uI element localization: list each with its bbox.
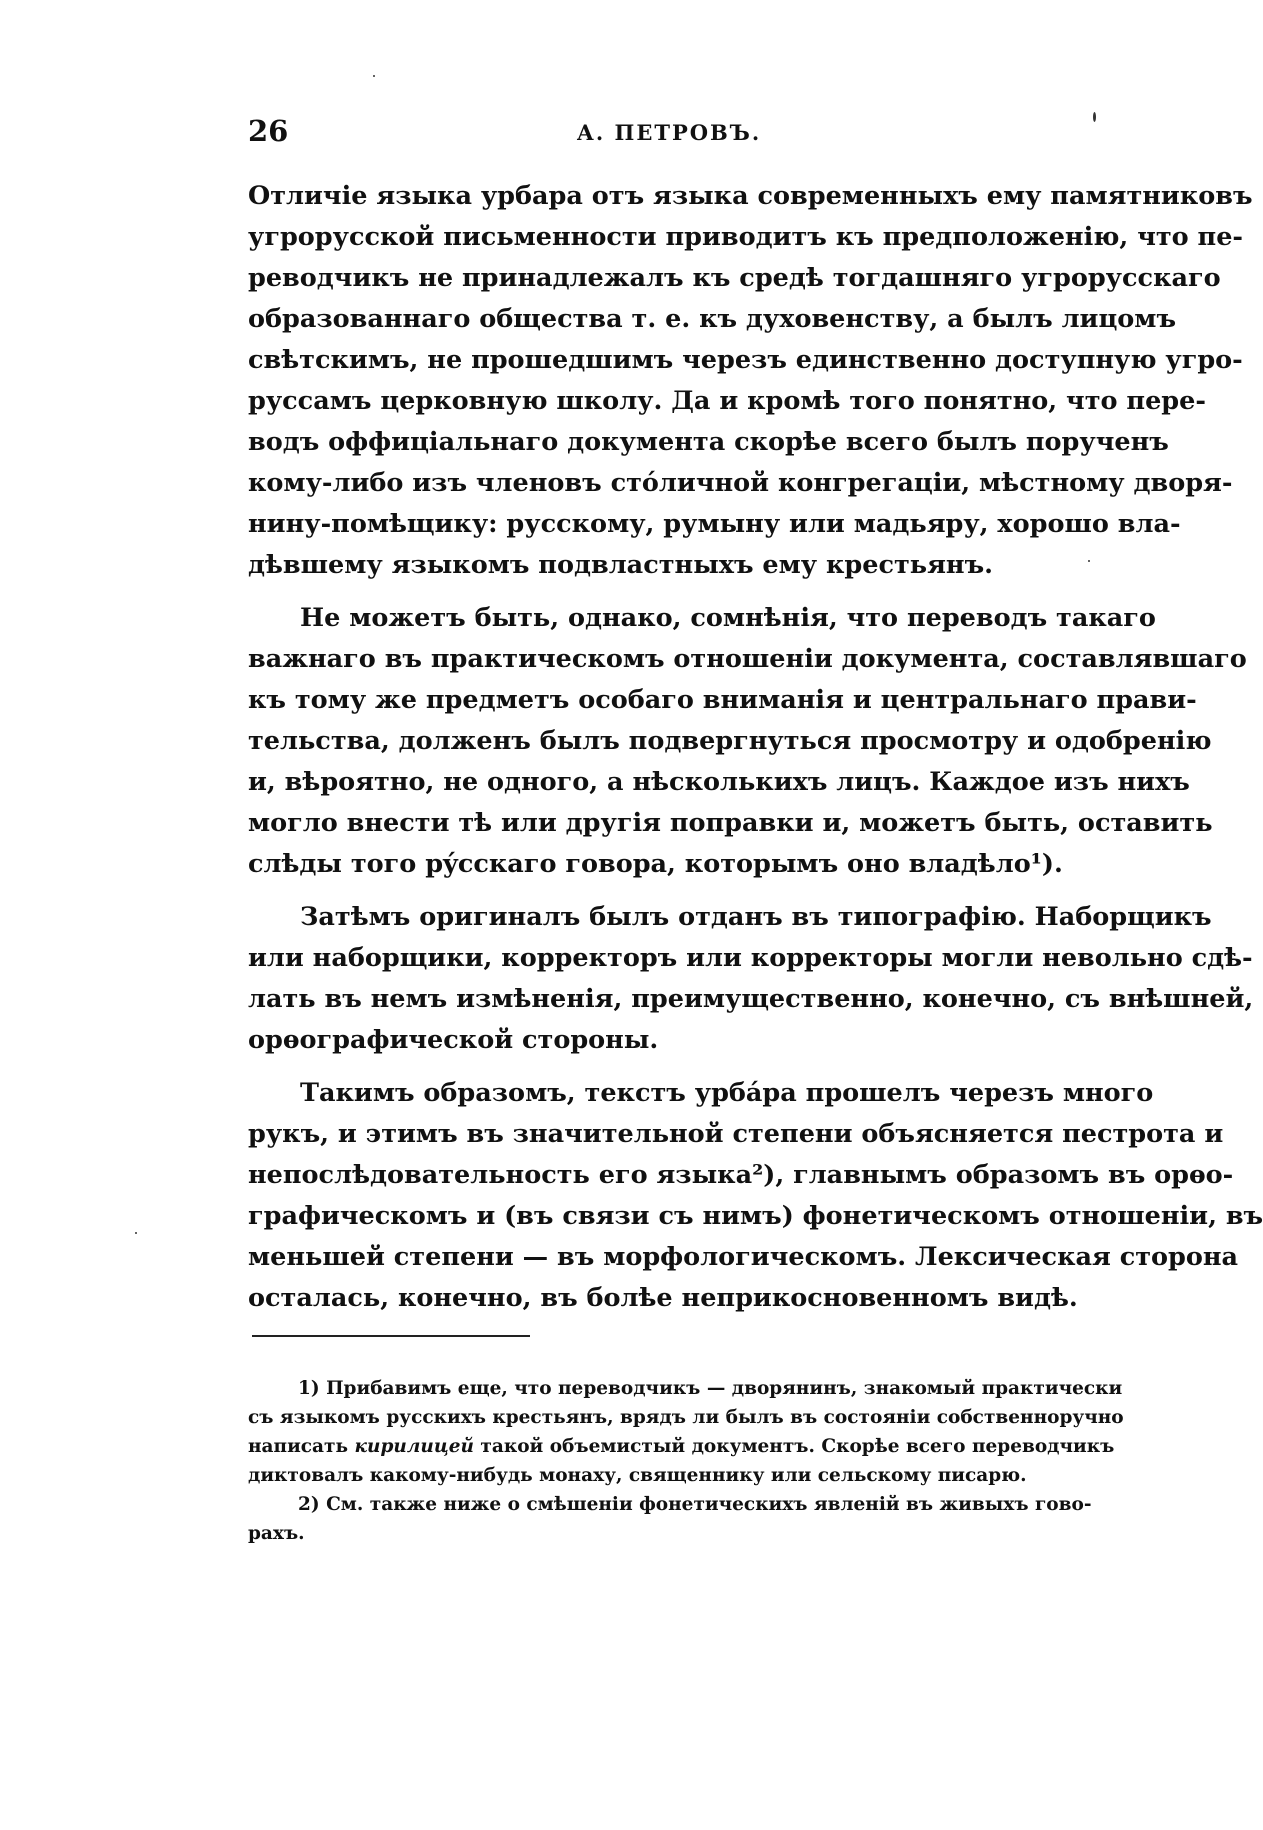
paragraph-3-line: Затѣмъ оригиналъ былъ отданъ въ типографію. Наборщикъ [300,902,1212,932]
paragraph-2-line: тельства, долженъ былъ подвергнуться просмотру и одобренію [248,726,1212,756]
paragraph-3-line: орѳографической стороны. [248,1025,659,1055]
paragraph-1-line: Отличіе языка урбара отъ языка современныхъ ему памятниковъ [248,181,1253,211]
paragraph-4-line: меньшей степени — въ морфологическомъ. Лексическая сторона [248,1242,1239,1272]
footnote-text: написать [248,1436,355,1457]
paragraph-1-line: угрорусской письменности приводитъ къ предположенію, что пе- [248,222,1244,252]
page-number: 26 [248,114,289,148]
paragraph-4-line: осталась, конечно, въ болѣе неприкосновенномъ видѣ. [248,1283,1078,1313]
paragraph-2-line: Не можетъ быть, однако, сомнѣнія, что переводъ такаго [300,603,1156,633]
paragraph-1-line: реводчикъ не принадлежалъ къ средѣ тогдашняго угрорусскаго [248,263,1221,293]
paragraph-1-line: свѣтскимъ, не прошедшимъ черезъ единственно доступную угро- [248,345,1243,375]
scan-speck [1093,112,1096,122]
paragraph-3-line: или наборщики, корректоръ или корректоры могли невольно сдѣ- [248,943,1253,973]
scan-speck [1088,560,1090,562]
body-text [248,176,1263,1319]
page-header [248,114,1090,154]
paragraph-2-line: и, вѣроятно, не одного, а нѣсколькихъ лицъ. Каждое изъ нихъ [248,767,1190,797]
footnote-1-line: диктовалъ какому-нибудь монаху, священнику или сельскому писарю. [248,1465,1027,1486]
paragraph-4-line: непослѣдовательность его языка²), главнымъ образомъ въ орѳо- [248,1160,1234,1190]
paragraph-1-line: руссамъ церковную школу. Да и кромѣ того понятно, что пере- [248,386,1206,416]
footnote-divider [252,1335,530,1337]
paragraph-1-line: нину-помѣщику: русскому, румыну или мадьяру, хорошо вла- [248,509,1181,539]
paragraph-gap [248,885,1090,897]
scan-speck [373,75,375,77]
footnote-text: такой объемистый документъ. Скорѣе всего переводчикъ [473,1436,1115,1457]
paragraph-gap [248,586,1090,598]
footnotes [248,1374,1124,1548]
paragraph-2-line: слѣды того рýсскаго говора, которымъ оно владѣло¹). [248,849,1063,879]
paragraph-1-line: образованнаго общества т. е. къ духовенству, а былъ лицомъ [248,304,1177,334]
paragraph-2-line: могло внести тѣ или другія поправки и, можетъ быть, оставить [248,808,1213,838]
footnote-1-line: съ языкомъ русскихъ крестьянъ, врядъ ли былъ въ состояніи собственноручно [248,1407,1124,1428]
paragraph-2-line: важнаго въ практическомъ отношеніи документа, составлявшаго [248,644,1247,674]
footnote-1-line [248,1432,1115,1461]
footnote-2-line: 2) См. также ниже о смѣшеніи фонетическихъ явленій въ живыхъ гово- [298,1494,1092,1515]
paragraph-1-line: дѣвшему языкомъ подвластныхъ ему крестьянъ. [248,550,994,580]
running-head: А. ПЕТРОВЪ. [576,120,762,145]
paragraph-4-line: рукъ, и этимъ въ значительной степени объясняется пестрота и [248,1119,1224,1149]
paragraph-1-line: кому-либо изъ членовъ стóличной конгрегаціи, мѣстному дворя- [248,468,1233,498]
paragraph-gap [248,1061,1090,1073]
paragraph-3-line: лать въ немъ измѣненія, преимущественно, конечно, съ внѣшней, [248,984,1254,1014]
paragraph-1-line: водъ оффиціальнаго документа скорѣе всего былъ порученъ [248,427,1169,457]
paragraph-4-line: графическомъ и (въ связи съ нимъ) фонетическомъ отношеніи, въ [248,1201,1263,1231]
paragraph-2-line: къ тому же предметъ особаго вниманія и центральнаго прави- [248,685,1197,715]
footnote-2-line: рахъ. [248,1523,305,1544]
paragraph-4-line: Такимъ образомъ, текстъ урбáра прошелъ черезъ много [300,1078,1154,1108]
footnote-italic-word: кирилицей [354,1436,474,1457]
scan-speck [135,1232,137,1234]
footnote-1-line: 1) Прибавимъ еще, что переводчикъ — дворянинъ, знакомый практически [298,1378,1123,1399]
